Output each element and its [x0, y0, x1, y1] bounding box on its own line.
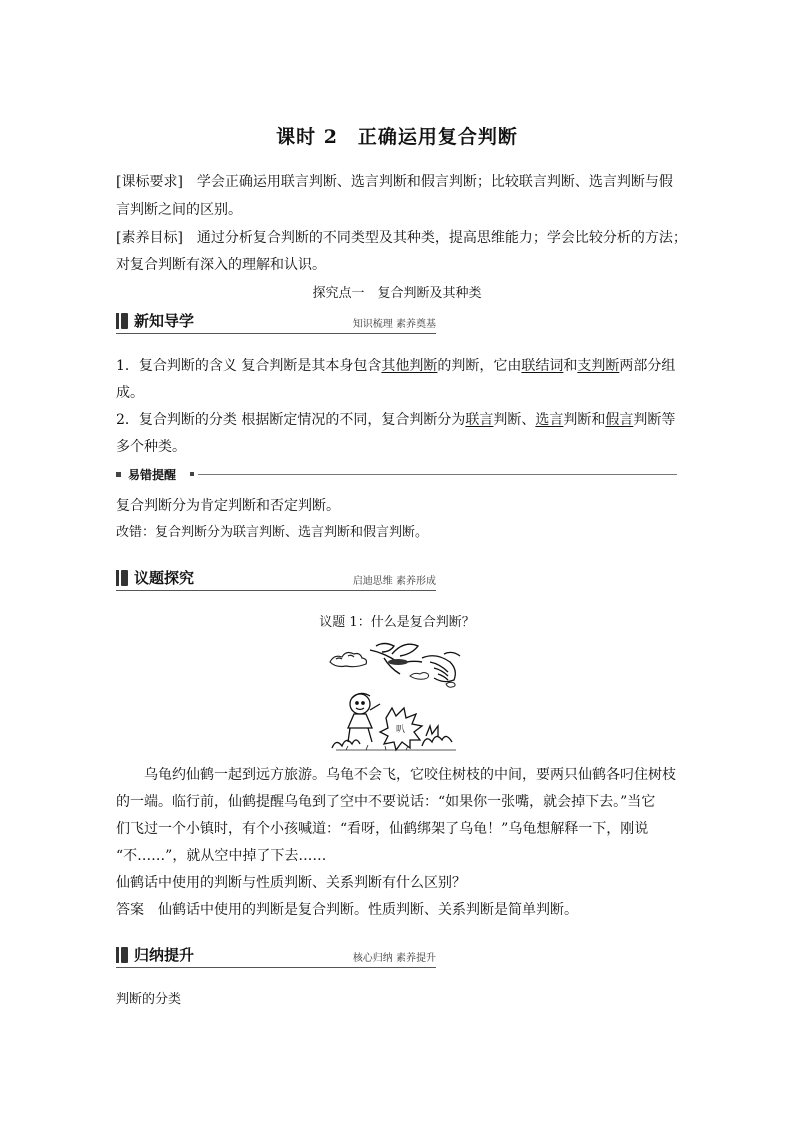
section-title: 归纳提升	[134, 946, 195, 964]
goal-label: [素养目标]	[116, 230, 183, 246]
item-text: 复合判断是其本身包含	[236, 358, 382, 374]
topic-question: 仙鹤话中使用的判断与性质判断、关系判断有什么区别？	[116, 875, 466, 891]
goal-text: 通过分析复合判断的不同类型及其种类，提高思维能力；学会比较分析的方法；	[182, 230, 687, 246]
item-text: 根据断定情况的不同，复合判断分为	[236, 412, 466, 428]
warning-dot-icon	[190, 472, 194, 476]
key-term: 假言	[605, 412, 634, 428]
summary-text: 判断的分类	[116, 992, 182, 1007]
page-title: 课时 2 正确运用复合判断	[276, 126, 518, 148]
knowledge-item-1-cont: 成。	[116, 385, 144, 401]
story-line-4: “不……”，就从空中掉了下去……	[116, 848, 327, 864]
key-term: 选言	[535, 412, 564, 428]
item-text: 的判断，它由	[437, 358, 522, 374]
section-header-summary	[116, 944, 436, 970]
item-heading: 1．复合判断的含义	[116, 358, 237, 374]
knowledge-item-2	[116, 410, 675, 430]
story-line-3: 们飞过一个小镇时，有个小孩喊道：“看呀，仙鹤绑架了乌龟！”乌龟想解释一下，刚说	[116, 821, 649, 837]
section-marker-block	[121, 947, 128, 963]
section-title: 新知导学	[134, 312, 195, 330]
point-title: 探究点一 复合判断及其种类	[312, 286, 482, 301]
section-header-new-knowledge	[116, 310, 436, 336]
section-marker-icon	[116, 313, 119, 329]
knowledge-item-2-cont: 多个种类。	[116, 439, 186, 455]
knowledge-item-1	[116, 356, 675, 376]
section-title: 议题探究	[134, 569, 195, 587]
topic-answer	[116, 900, 578, 920]
answer-text: 仙鹤话中使用的判断是复合判断。性质判断、关系判断是简单判断。	[144, 902, 578, 918]
item-text: 判断、	[493, 412, 536, 428]
crane-turtle-illustration	[326, 640, 468, 752]
section-marker-block	[121, 313, 128, 329]
warning-label: 易错提醒	[128, 468, 177, 482]
child-icon	[348, 693, 380, 742]
story-line-2: 的一端。临行前，仙鹤提醒乌龟到了空中不要说话：“如果你一张嘴，就会掉下去。”当它	[116, 794, 656, 810]
section-divider	[116, 333, 436, 334]
key-term: 其他判断	[381, 358, 438, 374]
section-subtitle: 知识梳理 素养奠基	[352, 319, 436, 330]
section-subtitle: 核心归纳 素养提升	[352, 953, 436, 964]
requirement-label: [课标要求]	[116, 174, 183, 190]
section-marker-block	[121, 570, 128, 586]
item-text: 两部分组	[619, 358, 676, 374]
section-header-inquiry	[116, 567, 436, 593]
warning-correction: 改错：复合判断分为联言判断、选言判断和假言判断。	[116, 525, 429, 540]
item-text: 判断和	[563, 412, 606, 428]
item-text: 和	[563, 358, 578, 374]
item-text: 判断等	[633, 412, 676, 428]
item-heading: 2．复合判断的分类	[116, 412, 237, 428]
cloud-icon	[330, 653, 367, 667]
section-marker-icon	[116, 947, 119, 963]
section-divider	[116, 590, 436, 591]
crane-body-icon	[388, 659, 408, 665]
small-cloud-icon	[410, 673, 455, 688]
crane-icon	[370, 644, 422, 675]
intro-requirement-line1	[116, 172, 673, 192]
topic-title: 议题 1：什么是复合判断？	[319, 615, 475, 630]
section-marker-icon	[116, 570, 119, 586]
warning-wrong-statement: 复合判断分为肯定判断和否定判断。	[116, 498, 340, 514]
story-line-1: 乌龟约仙鹤一起到远方旅游。乌龟不会飞，它咬住树枝的中间，要两只仙鹤各叼住树枝	[144, 767, 676, 783]
warning-marker-icon	[116, 472, 121, 477]
intro-requirement-line2: 言判断之间的区别。	[116, 202, 242, 218]
intro-goal-line1	[116, 228, 687, 248]
requirement-text: 学会正确运用联言判断、选言判断和假言判断；比较联言判断、选言判断与假	[182, 174, 673, 190]
section-subtitle: 启迪思维 素养形成	[352, 576, 436, 587]
key-term: 支判断	[577, 358, 620, 374]
key-term: 联结词	[521, 358, 564, 374]
key-term: 联言	[465, 412, 494, 428]
intro-goal-line2: 对复合判断有深入的理解和认识。	[116, 257, 326, 273]
section-divider	[116, 967, 436, 968]
answer-label: 答案	[116, 902, 144, 918]
warning-header	[116, 466, 677, 484]
warning-divider	[198, 474, 677, 475]
speech-burst-text: 叭	[396, 725, 406, 735]
